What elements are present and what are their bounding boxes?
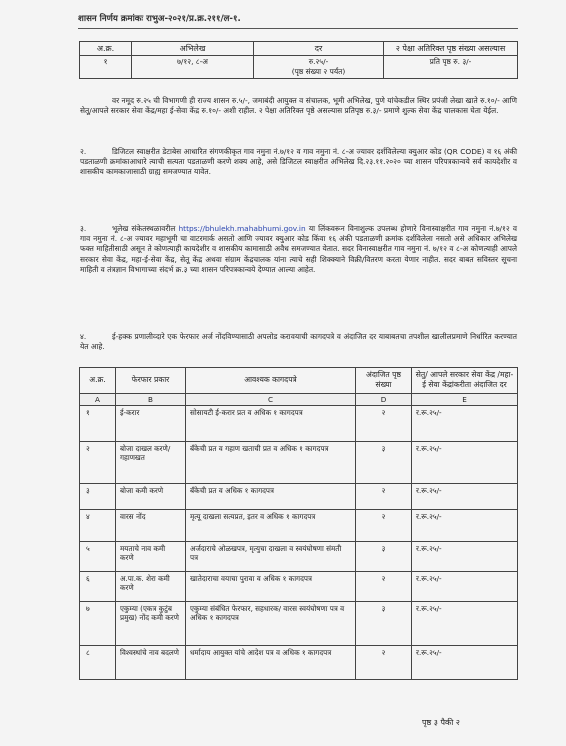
- paragraph-4-number: ४.: [80, 332, 87, 341]
- paragraph-3-text-a: भूलेख संकेतस्थळावरील: [112, 224, 176, 233]
- row-count: २: [356, 509, 412, 541]
- table-row: [80, 645, 518, 679]
- table-row: [80, 441, 518, 483]
- fee-cell-rate: [254, 56, 384, 79]
- fee-rate-note: (पृष्ठ संख्या २ पर्यंत): [291, 67, 346, 77]
- column-letter-d: D: [356, 393, 412, 405]
- mutation-header-row: [80, 368, 518, 394]
- row-type: विश्वस्थांचे नाव बदलणे: [116, 645, 186, 679]
- row-sr: ५: [80, 541, 116, 571]
- row-count: ३: [356, 441, 412, 483]
- row-docs: सोसायटी ई-करार प्रत व अधिक १ कागदपत्र: [186, 405, 356, 441]
- row-docs: बँकेची प्रत व अधिक १ कागदपत्र: [186, 483, 356, 509]
- row-rate: र.रू.२५/-: [412, 645, 518, 679]
- row-sr: ६: [80, 571, 116, 601]
- paragraph-3: [80, 224, 517, 275]
- row-sr: २: [80, 441, 116, 483]
- row-docs: बँकेची प्रत व गहाण खताची प्रत व अधिक १ कागदपत्र: [186, 441, 356, 483]
- fee-cell-record: ७/१२, ८-अ: [132, 56, 254, 79]
- row-type: बोजा दाखल करणे/ गहाणखत: [116, 441, 186, 483]
- row-sr: ४: [80, 509, 116, 541]
- fee-table-header-row: [80, 42, 518, 56]
- bhulekh-link[interactable]: https://bhulekh.mahabhumi.gov.in: [178, 224, 306, 233]
- document-header: शासन निर्णय क्रमांकः राभुअ-२०२१/प्र.क्र.२११/ल-१.: [78, 14, 518, 29]
- mutation-header-docs: आवश्यक कागदपत्रे: [186, 368, 356, 394]
- row-rate: र.रू.२५/-: [412, 541, 518, 571]
- row-type: वारस नोंद: [116, 509, 186, 541]
- table-row: [80, 571, 518, 601]
- row-sr: ८: [80, 645, 116, 679]
- paragraph-3-number: ३.: [80, 224, 87, 233]
- table-row: [80, 405, 518, 441]
- mutation-header-sr: अ.क्र.: [80, 368, 116, 394]
- column-letter-e: E: [412, 393, 518, 405]
- row-sr: ३: [80, 483, 116, 509]
- row-count: २: [356, 645, 412, 679]
- paragraph-1: वर नमूद रु.२५ ची विभागणी ही राज्य शासन रु.५/-, जमाबंदी आयुक्त व संचालक, भूमी अभिलेख, पुणे यांचेकडील स्थिर प्रपंजी लेखा खाते रु.१०/- आणि सेतू/आपले सरकार सेवा केंद्र/महा ई-सेवा केंद्र रु.१०/- अशी राहील. २ पेक्षा अतिरिक्त पृष्ठे असल्यास प्रतिपृष्ठ रु.३/- प्रमाणे शुल्क सेवा केंद्र चालकास घेता येईल.: [80, 96, 517, 116]
- row-type: अ.पा.क. शेरा कमी करणे: [116, 571, 186, 601]
- column-letter-b: B: [116, 393, 186, 405]
- row-docs: एकुम्या संबंधित फेरफार, सहधारक/ वारस स्वयंघोषणा पत्र व अधिक १ कागदपत्र: [186, 601, 356, 645]
- table-row: [80, 509, 518, 541]
- paragraph-2-text: डिजिटल स्वाक्षरीत डेटाबेस आधारित संगणकीकृत गाव नमुना नं.७/१२ व गाव नमुना नं. ८-अ ज्यावर दर्शविलेल्या क्युआर कोड (QR CODE) व १६ अंकी पडताळणी क्रमांकाआधारे त्याची सत्यता पडताळणी करणे शक्य आहे, असे डिजिटल स्वाक्षरीत अभिलेख दि.२३.११.२०२० च्या शासन परिपत्रकान्वये सर्व कायदेशीर व शासकीय कामकाजासाठी ग्राह्य समजण्यात यावेत.: [80, 147, 517, 177]
- row-docs: धर्मादाय आयुक्त यांचे आदेश पत्र व अधिक १ कागदपत्र: [186, 645, 356, 679]
- table-row: [80, 541, 518, 571]
- row-count: २: [356, 405, 412, 441]
- fee-header-extra: २ पेक्षा अतिरिक्त पृष्ठ संख्या असल्यास: [384, 42, 518, 56]
- column-letter-a: A: [80, 393, 116, 405]
- mutation-header-rate: सेतु/ आपले सरकार सेवा केंद्र /महा-ई सेवा केंद्रांकरीता अंदाजित दर: [412, 368, 518, 394]
- fee-header-sr: अ.क्र.: [80, 42, 132, 56]
- row-docs: मृत्यू दाखला सत्यप्रत, इतर व अधिक १ कागदपत्र: [186, 509, 356, 541]
- row-rate: र.रू.२५/-: [412, 509, 518, 541]
- row-count: ३: [356, 541, 412, 571]
- row-rate: र.रू.२५/-: [412, 441, 518, 483]
- row-sr: ७: [80, 601, 116, 645]
- row-type: ई-करार: [116, 405, 186, 441]
- mutation-letter-row: [80, 393, 518, 405]
- row-rate: र.रू.२५/-: [412, 405, 518, 441]
- row-sr: १: [80, 405, 116, 441]
- row-rate: र.रू.२५/-: [412, 601, 518, 645]
- mutation-header-type: फेरफार प्रकार: [116, 368, 186, 394]
- table-row: [80, 483, 518, 509]
- column-letter-c: C: [186, 393, 356, 405]
- row-count: २: [356, 483, 412, 509]
- fee-table-row: [80, 56, 518, 79]
- paragraph-3-text-b: या लिंकवरून विनाशुल्क उपलब्ध होणारे विनास्वाक्षरीत गाव नमुना नं.७/१२ व गाव नमुना नं. ८-अ ज्यावर महाभूमी चा वाटरमार्क असतो आणि ज्यावर क्युआर कोड किंवा १६ अंकी पडताळणी क्रमांक दर्शविलेला नसतो असे अधिकार अभिलेख फक्त माहितीसाठी असून ते कोणत्याही कायदेशीर व शासकीय कामासाठी अवैध समजण्यात येतात. सदर विनास्वाक्षरीत गाव नमुना नं. ७/१२ व ८-अ कोणत्याही आपले सरकार सेवा केंद्र, महा-ई-सेवा केंद्र, सेतू केंद्र अथवा संग्राम केंद्रचालक यांना त्याचे सही शिक्क्याने विक्री/वितरण करता येणार नाहीत. सदर बाबत सविस्तर सूचना माहिती व तंत्रज्ञान विभागाच्या संदर्भ क्र.३ च्या शासन परिपत्रकान्वये देण्यात आल्या आहेत.: [80, 224, 517, 274]
- fee-header-record: अभिलेख: [132, 42, 254, 56]
- fee-table: [79, 41, 518, 79]
- paragraph-4: [80, 332, 517, 352]
- paragraph-2: [80, 147, 517, 178]
- row-rate: र.रू.२५/-: [412, 571, 518, 601]
- table-row: [80, 601, 518, 645]
- row-docs: अर्जदाराचे ओळखपत्र, मृत्युचा दाखला व स्वयंघोषणा संमती पत्र: [186, 541, 356, 571]
- paragraph-4-text: ई-हक्क प्रणालीव्दारे एक फेरफार अर्ज नोंदविण्यासाठी अपलोड करावयाची कागदपत्रे व अंदाजित दर याबाबतचा तपशील खालीलप्रमाणे निर्धारित करण्यात येत आहे.: [80, 332, 517, 352]
- row-type: एकुम्या (एकत्र कुटुंब प्रमुख) नोंद कमी करणे: [116, 601, 186, 645]
- fee-header-rate: दर: [254, 42, 384, 56]
- fee-cell-sr: १: [80, 56, 132, 79]
- row-type: मयताचे नाव कमी करणे: [116, 541, 186, 571]
- row-rate: र.रू.२५/-: [412, 483, 518, 509]
- row-docs: खातेदाराचा वयाचा पुरावा व अधिक १ कागदपत्र: [186, 571, 356, 601]
- mutation-table: [79, 367, 518, 680]
- mutation-header-count: अंदाजित पृष्ठ संख्या: [356, 368, 412, 394]
- fee-rate-value: रु.२५/-: [308, 57, 329, 67]
- paragraph-2-number: २.: [80, 147, 87, 156]
- fee-cell-extra: प्रति पृष्ठ रु. ३/-: [384, 56, 518, 79]
- row-type: बोजा कमी करणे: [116, 483, 186, 509]
- page-number: पृष्ठ ३ पैकी २: [422, 718, 460, 727]
- row-count: ३: [356, 601, 412, 645]
- row-count: २: [356, 571, 412, 601]
